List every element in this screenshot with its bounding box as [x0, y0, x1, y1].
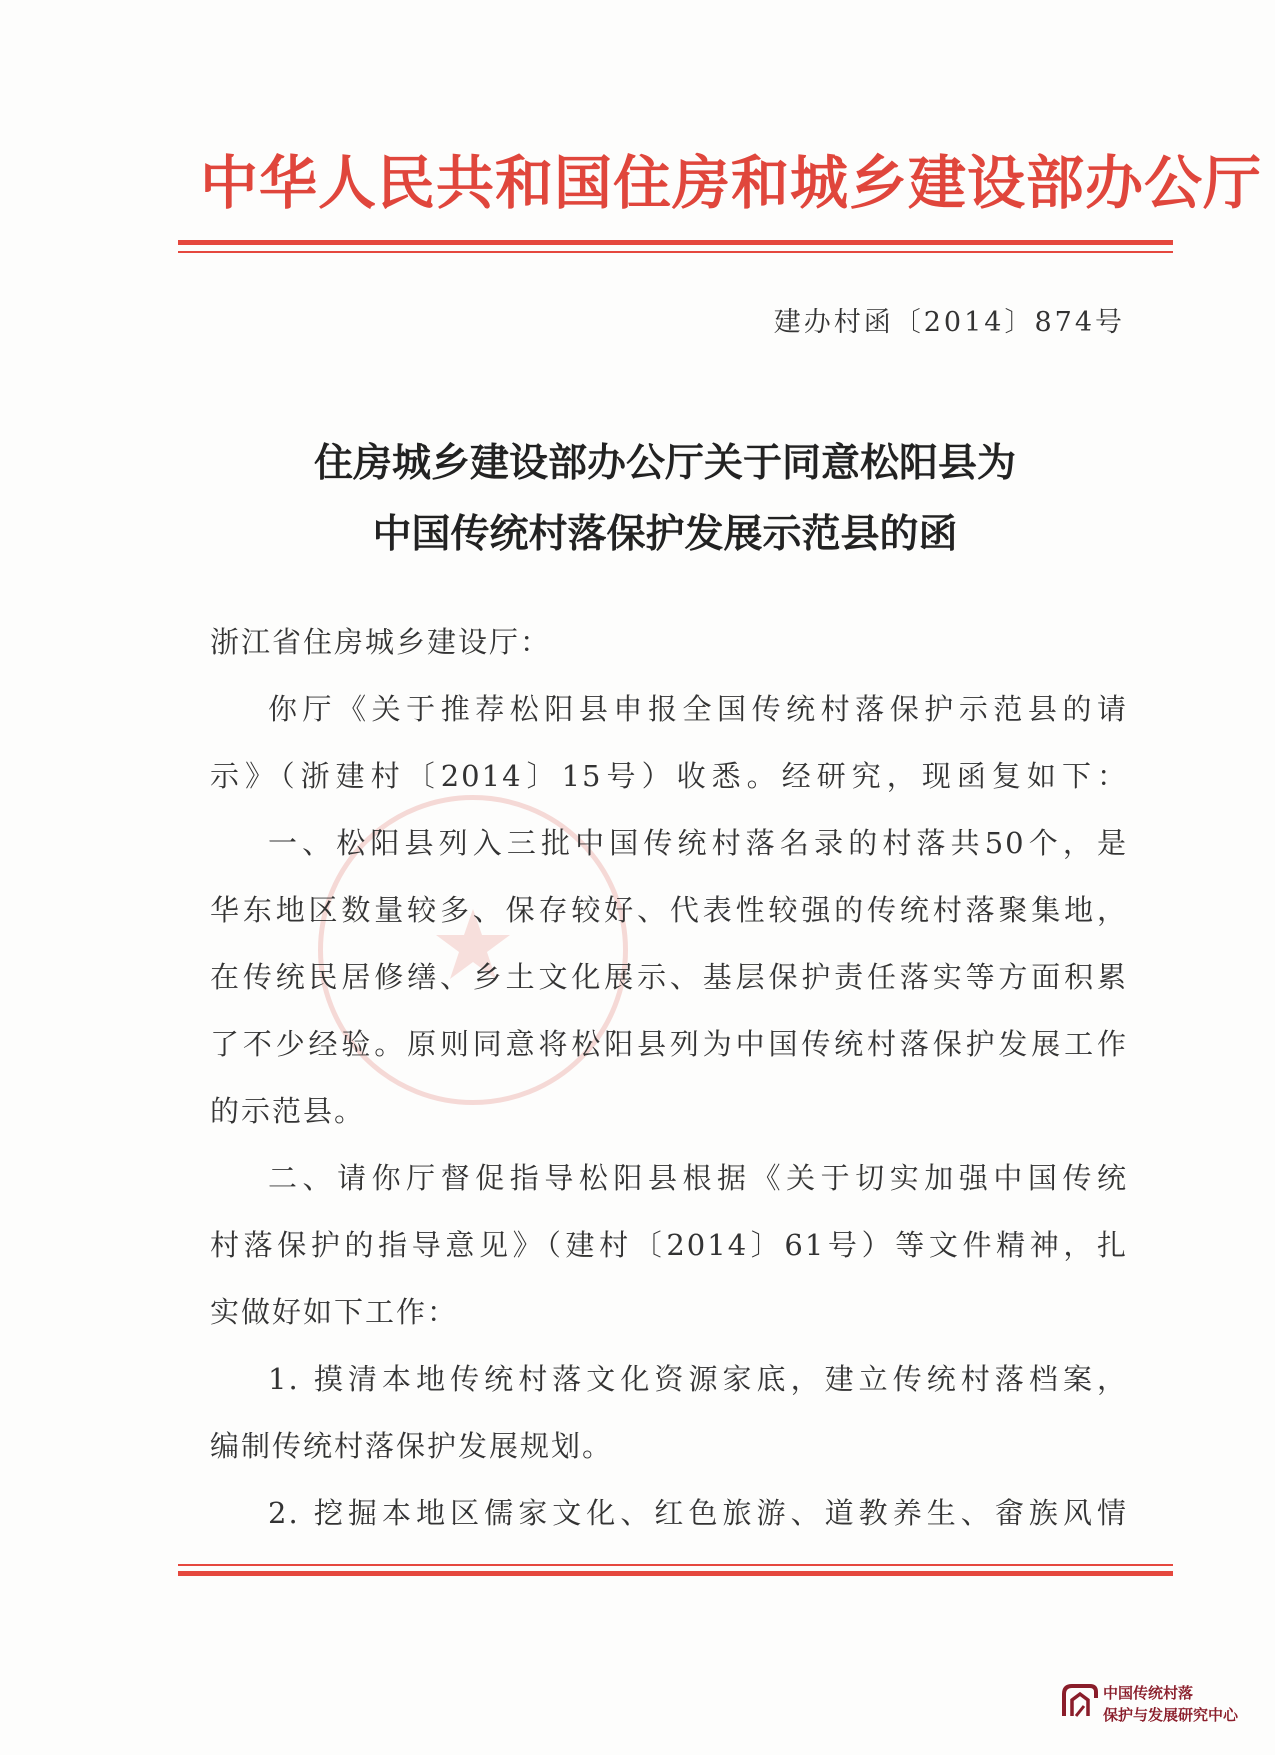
research-center-logo-icon — [1058, 1680, 1100, 1722]
body-line: 一、松阳县列入三批中国传统村落名录的村落共50个，是 — [268, 826, 1128, 860]
letterhead: 中华人民共和国住房和城乡建设部办公厅 — [200, 149, 1263, 217]
footer-rule-thick — [178, 1571, 1173, 1576]
title-line-2: 中国传统村落保护发展示范县的函 — [372, 511, 958, 557]
document-number: 建办村函〔2014〕874号 — [773, 307, 1125, 338]
body-line: 你厅《关于推荐松阳县申报全国传统村落保护示范县的请 — [268, 692, 1128, 726]
body-line: 在传统民居修缮、乡土文化展示、基层保护责任落实等方面积累 — [210, 960, 1128, 994]
salutation: 浙江省住房城乡建设厅： — [210, 625, 552, 659]
body-line: 华东地区数量较多、保存较好、代表性较强的传统村落聚集地， — [210, 893, 1128, 927]
body-line: 了不少经验。原则同意将松阳县列为中国传统村落保护发展工作 — [210, 1027, 1128, 1061]
logo-text-line-2: 保护与发展研究中心 — [1103, 1706, 1239, 1724]
body-line: 二、请你厅督促指导松阳县根据《关于切实加强中国传统 — [268, 1161, 1128, 1195]
logo-text-line-1: 中国传统村落 — [1103, 1684, 1194, 1702]
header-rule-thick — [178, 240, 1173, 245]
body-line: 1. 摸清本地传统村落文化资源家底，建立传统村落档案， — [268, 1362, 1128, 1396]
body-line: 示》（浙建村〔2014〕15号）收悉。经研究，现函复如下： — [210, 759, 1128, 793]
body-line: 的示范县。 — [210, 1094, 366, 1128]
body-line: 实做好如下工作： — [210, 1295, 459, 1329]
title-line-1: 住房城乡建设部办公厅关于同意松阳县为 — [313, 440, 1016, 486]
header-rule-thin — [178, 251, 1173, 253]
footer-rule-thin — [178, 1564, 1173, 1566]
body-line: 编制传统村落保护发展规划。 — [210, 1429, 614, 1463]
body-line: 村落保护的指导意见》（建村〔2014〕61号）等文件精神，扎 — [210, 1228, 1128, 1262]
body-line: 2. 挖掘本地区儒家文化、红色旅游、道教养生、畲族风情 — [268, 1496, 1128, 1530]
